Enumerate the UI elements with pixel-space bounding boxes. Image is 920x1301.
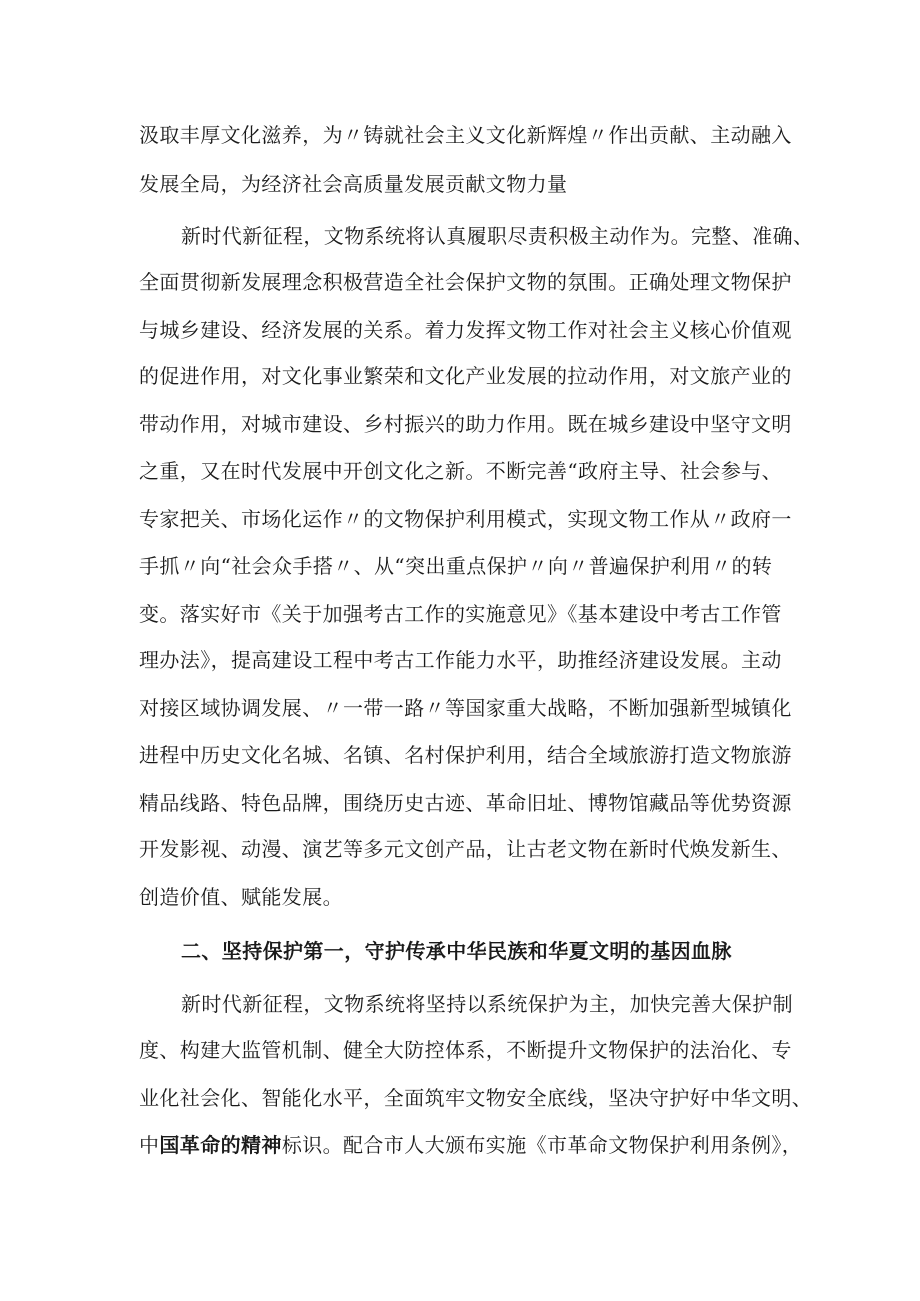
paragraph-1-line-2: 发展全局，为经济社会高质量发展贡献文物力量 — [139, 172, 568, 196]
paragraph-2-line-15: 创造价值、赋能发展。 — [139, 885, 343, 909]
paragraph-3-line-3: 业化社会化、智能化水平，全面筑牢文物安全底线，坚决守护好中华文明、 — [139, 1086, 813, 1110]
paragraph-2-line-2: 全面贯彻新发展理念积极营造全社会保护文物的氛围。正确处理文物保护 — [139, 270, 792, 294]
paragraph-2-line-8: 手抓〃向“社会众手搭〃、从“突出重点保护〃向〃普遍保护利用〃的转 — [139, 554, 773, 578]
paragraph-2-line-7: 专家把关、市场化运作〃的文物保护利用模式，实现文物工作从〃政府一 — [139, 507, 792, 531]
paragraph-2-line-6: 之重，又在时代发展中开创文化之新。不断完善“政府主导、社会参与、 — [139, 459, 783, 483]
paragraph-2-line-1: 新时代新征程，文物系统将认真履职尽责积极主动作为。完整、准确、 — [181, 224, 814, 248]
section-heading-2: 二、坚持保护第一，守护传承中华民族和华夏文明的基因血脉 — [181, 939, 732, 963]
paragraph-2-line-3: 与城乡建设、经济发展的关系。着力发挥文物工作对社会主义核心价值观 — [139, 318, 792, 342]
paragraph-3-line-2: 度、构建大监管机制、健全大防控体系，不断提升文物保护的法治化、专 — [139, 1038, 792, 1062]
paragraph-3-line-4-bold: 国革命的精神 — [159, 1133, 282, 1157]
paragraph-2-line-12: 进程中历史文化名城、名镇、名村保护利用，结合全域旅游打造文物旅游 — [139, 743, 792, 767]
paragraph-3-line-4-pre: 中 — [139, 1133, 160, 1157]
paragraph-3-line-4-post: 标识。配合市人大颁布实施《市革命文物保护利用条例》， — [281, 1133, 803, 1157]
paragraph-2-line-5: 带动作用，对城市建设、乡村振兴的助力作用。既在城乡建设中坚守文明 — [139, 412, 792, 436]
paragraph-2-line-11: 对接区域协调发展、〃一带一路〃等国家重大战略，不断加强新型城镇化 — [139, 696, 792, 720]
paragraph-2-line-13: 精品线路、特色品牌，围绕历史古迹、革命旧址、博物馆藏品等优势资源 — [139, 791, 792, 815]
paragraph-2-line-14: 开发影视、动漫、演艺等多元文创产品，让古老文物在新时代焕发新生、 — [139, 837, 792, 861]
paragraph-2-line-10: 理办法》，提高建设工程中考古工作能力水平，助推经济建设发展。主动 — [139, 648, 782, 672]
paragraph-3-line-4 — [139, 1131, 802, 1159]
paragraph-2-line-4: 的促进作用，对文化事业繁荣和文化产业发展的拉动作用，对文旅产业的 — [139, 364, 792, 388]
paragraph-1-line-1: 汲取丰厚文化滋养，为〃铸就社会主义文化新辉煌〃作出贡献、主动融入 — [139, 123, 792, 147]
paragraph-2-line-9: 变。落实好市《关于加强考古工作的实施意见》《基本建设中考古工作管 — [139, 602, 782, 626]
paragraph-3-line-1: 新时代新征程，文物系统将坚持以系统保护为主，加快完善大保护制 — [181, 992, 793, 1016]
